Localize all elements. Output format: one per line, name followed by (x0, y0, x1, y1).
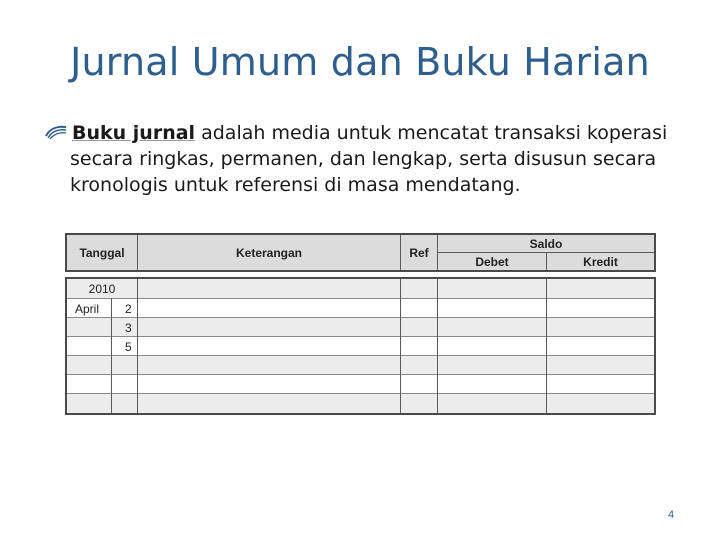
journal-table (65, 233, 656, 415)
table-row (67, 279, 654, 298)
header-kredit: Kredit (583, 254, 618, 269)
column-divider (546, 279, 547, 413)
table-row (67, 336, 654, 355)
journal-table-body (65, 277, 656, 415)
bullet-term: Buku jurnal (72, 122, 196, 144)
journal-table-header (65, 233, 656, 272)
page-number: 4 (668, 509, 675, 521)
column-divider (137, 279, 138, 413)
row-month (75, 318, 111, 337)
row-month: April (75, 301, 100, 316)
column-divider (400, 279, 401, 413)
slide-title: Jurnal Umum dan Buku Harian (70, 40, 650, 84)
table-row (67, 317, 654, 336)
row-day: 2 (125, 301, 132, 316)
bullet-line-3: kronologis untuk referensi di masa mendatang. (70, 174, 521, 196)
row-day: 3 (125, 320, 132, 335)
table-row (67, 374, 654, 393)
header-tanggal: Tanggal (79, 245, 125, 260)
swoosh-bullet-icon (44, 124, 68, 140)
keterangan-cell (138, 279, 400, 298)
header-ref: Ref (409, 245, 429, 260)
bullet-paragraph (44, 120, 684, 198)
bullet-line-2: secara ringkas, permanen, dan lengkap, serta disusun secara (70, 148, 657, 170)
table-row (67, 298, 654, 317)
bullet-line-1-text: adalah media untuk mencatat transaksi koperasi (195, 122, 668, 144)
header-keterangan: Keterangan (235, 245, 303, 260)
column-divider (111, 298, 112, 413)
table-row (67, 355, 654, 374)
row-year: 2010 (88, 281, 116, 296)
column-divider (437, 279, 438, 413)
header-saldo: Saldo (529, 236, 563, 251)
row-month (75, 337, 111, 356)
header-debet: Debet (475, 254, 509, 269)
bullet-line-1 (44, 120, 684, 146)
row-day: 5 (125, 339, 132, 354)
table-row (67, 393, 654, 413)
